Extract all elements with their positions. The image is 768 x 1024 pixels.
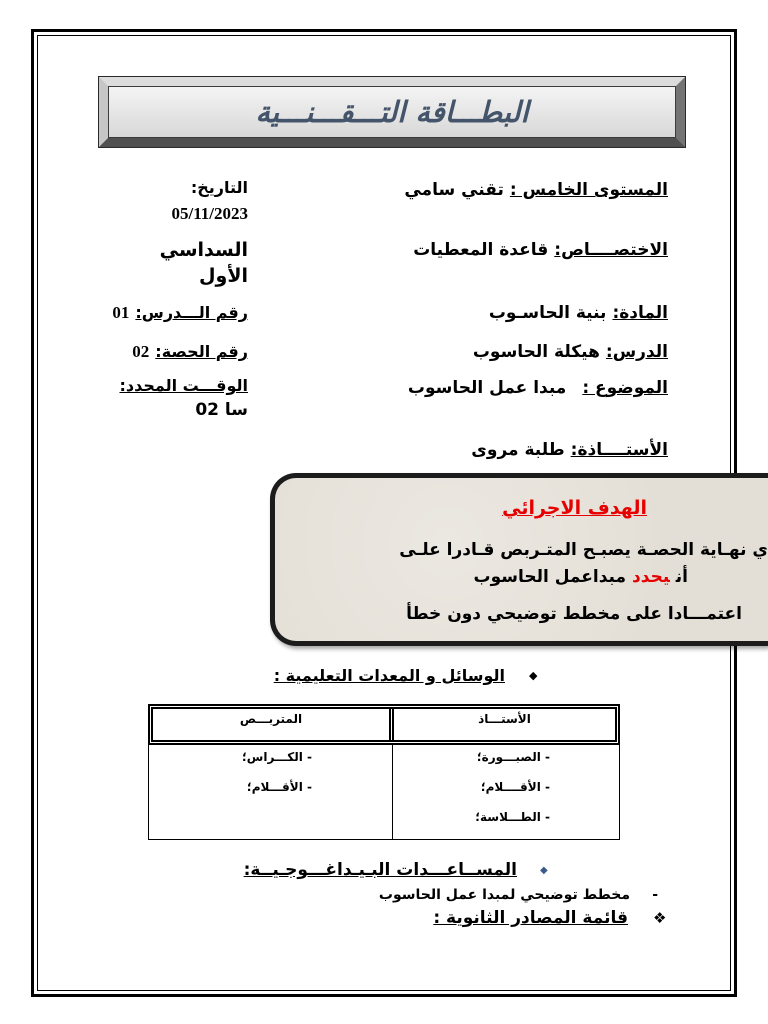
info-specialty-label: الاختصــــاص: [554, 240, 668, 260]
info-level-row [404, 179, 668, 201]
info-level-value: تقني سامي [404, 180, 504, 200]
info-lesson-label: الدرس: [605, 342, 668, 362]
lesson-number-label: رقم الـــدرس: [135, 303, 248, 322]
list-item: - الكـــراس؛ [242, 750, 312, 764]
list-item: - الصبـــورة؛ [476, 750, 550, 764]
list-item: - الأقـــلام؛ [246, 780, 312, 794]
session-number-label: رقم الحصة: [155, 342, 248, 361]
lesson-number-row [112, 302, 248, 324]
diamond-icon [529, 669, 537, 683]
title-box [99, 77, 685, 147]
info-level-label: المستوى الخامس : [509, 180, 668, 200]
objective-action-verb: يحدد [632, 567, 670, 587]
info-lesson-value: هيكلة الحاسوب [472, 342, 600, 362]
four-diamond-icon [653, 909, 666, 927]
pedagogical-aids-heading: المســاعـــدات البـيـداغـــوجـيــة: [243, 860, 517, 880]
info-lesson-row [473, 341, 668, 363]
info-specialty-value: قاعدة المعطيات [413, 240, 549, 260]
objective-line-2-suffix: مبداعمل الحاسوب [473, 567, 627, 587]
page-title: البطـــاقة التـــقـــنـــية [255, 95, 529, 129]
secondary-sources-heading: قائمة المصادر الثانوية : [433, 908, 628, 928]
objective-line-2-prefix: أن [675, 567, 688, 587]
date-value: 05/11/2023 [171, 204, 248, 223]
materials-table-body [148, 745, 620, 840]
list-item: - الطـــلاسة؛ [475, 810, 550, 824]
objective-line-1: ي نهـاية الحصـة يصبـح المتـربص قـادرا علـى [399, 540, 768, 560]
info-subject-label: المادة: [612, 303, 668, 323]
materials-table-header [148, 704, 620, 745]
duration-label: الوقـــت المحدد: [119, 376, 248, 395]
table-header-trainee: المتربـــص [153, 709, 394, 740]
diamond-icon [540, 864, 548, 878]
objective-box [270, 473, 768, 646]
objective-line-3: اعتمـــادا على مخطط توضيحي دون خطأ [406, 604, 742, 624]
semester-line-1: السداسي [159, 239, 248, 261]
table-column-trainee [149, 745, 393, 839]
table-header-teacher: الأستـــاذ [478, 712, 531, 726]
objective-heading: الهدف الاجرائي [502, 497, 647, 519]
info-topic-row [408, 377, 668, 399]
info-subject-value: بنية الحاسـوب [488, 303, 607, 323]
list-item: - الأقــــلام؛ [480, 780, 550, 794]
materials-heading: الوسائل و المعدات التعليمية : [273, 666, 505, 685]
info-teacher-value: طلبة مروى [471, 440, 565, 460]
info-topic-label: الموضوع : [582, 378, 668, 398]
info-teacher-label: الأستــــاذة: [570, 440, 668, 460]
info-specialty-row [413, 239, 668, 261]
title-inner-panel [108, 86, 676, 138]
session-number-value: 02 [132, 342, 150, 361]
table-column-teacher [393, 745, 619, 839]
pedagogical-aid-marker: - [652, 887, 658, 903]
info-topic-value: مبدا عمل الحاسوب [407, 378, 567, 398]
info-teacher-row [471, 439, 668, 461]
pedagogical-aid-item: مخطط توضيحي لمبدا عمل الحاسوب [378, 887, 630, 903]
duration-value: 02 سا [195, 400, 248, 420]
objective-line-2 [474, 566, 689, 588]
info-subject-row [489, 302, 668, 324]
session-number-row [132, 341, 248, 363]
date-label: التاريخ: [190, 178, 248, 197]
lesson-number-value: 01 [112, 303, 130, 322]
semester-line-2: الأول [199, 265, 248, 287]
